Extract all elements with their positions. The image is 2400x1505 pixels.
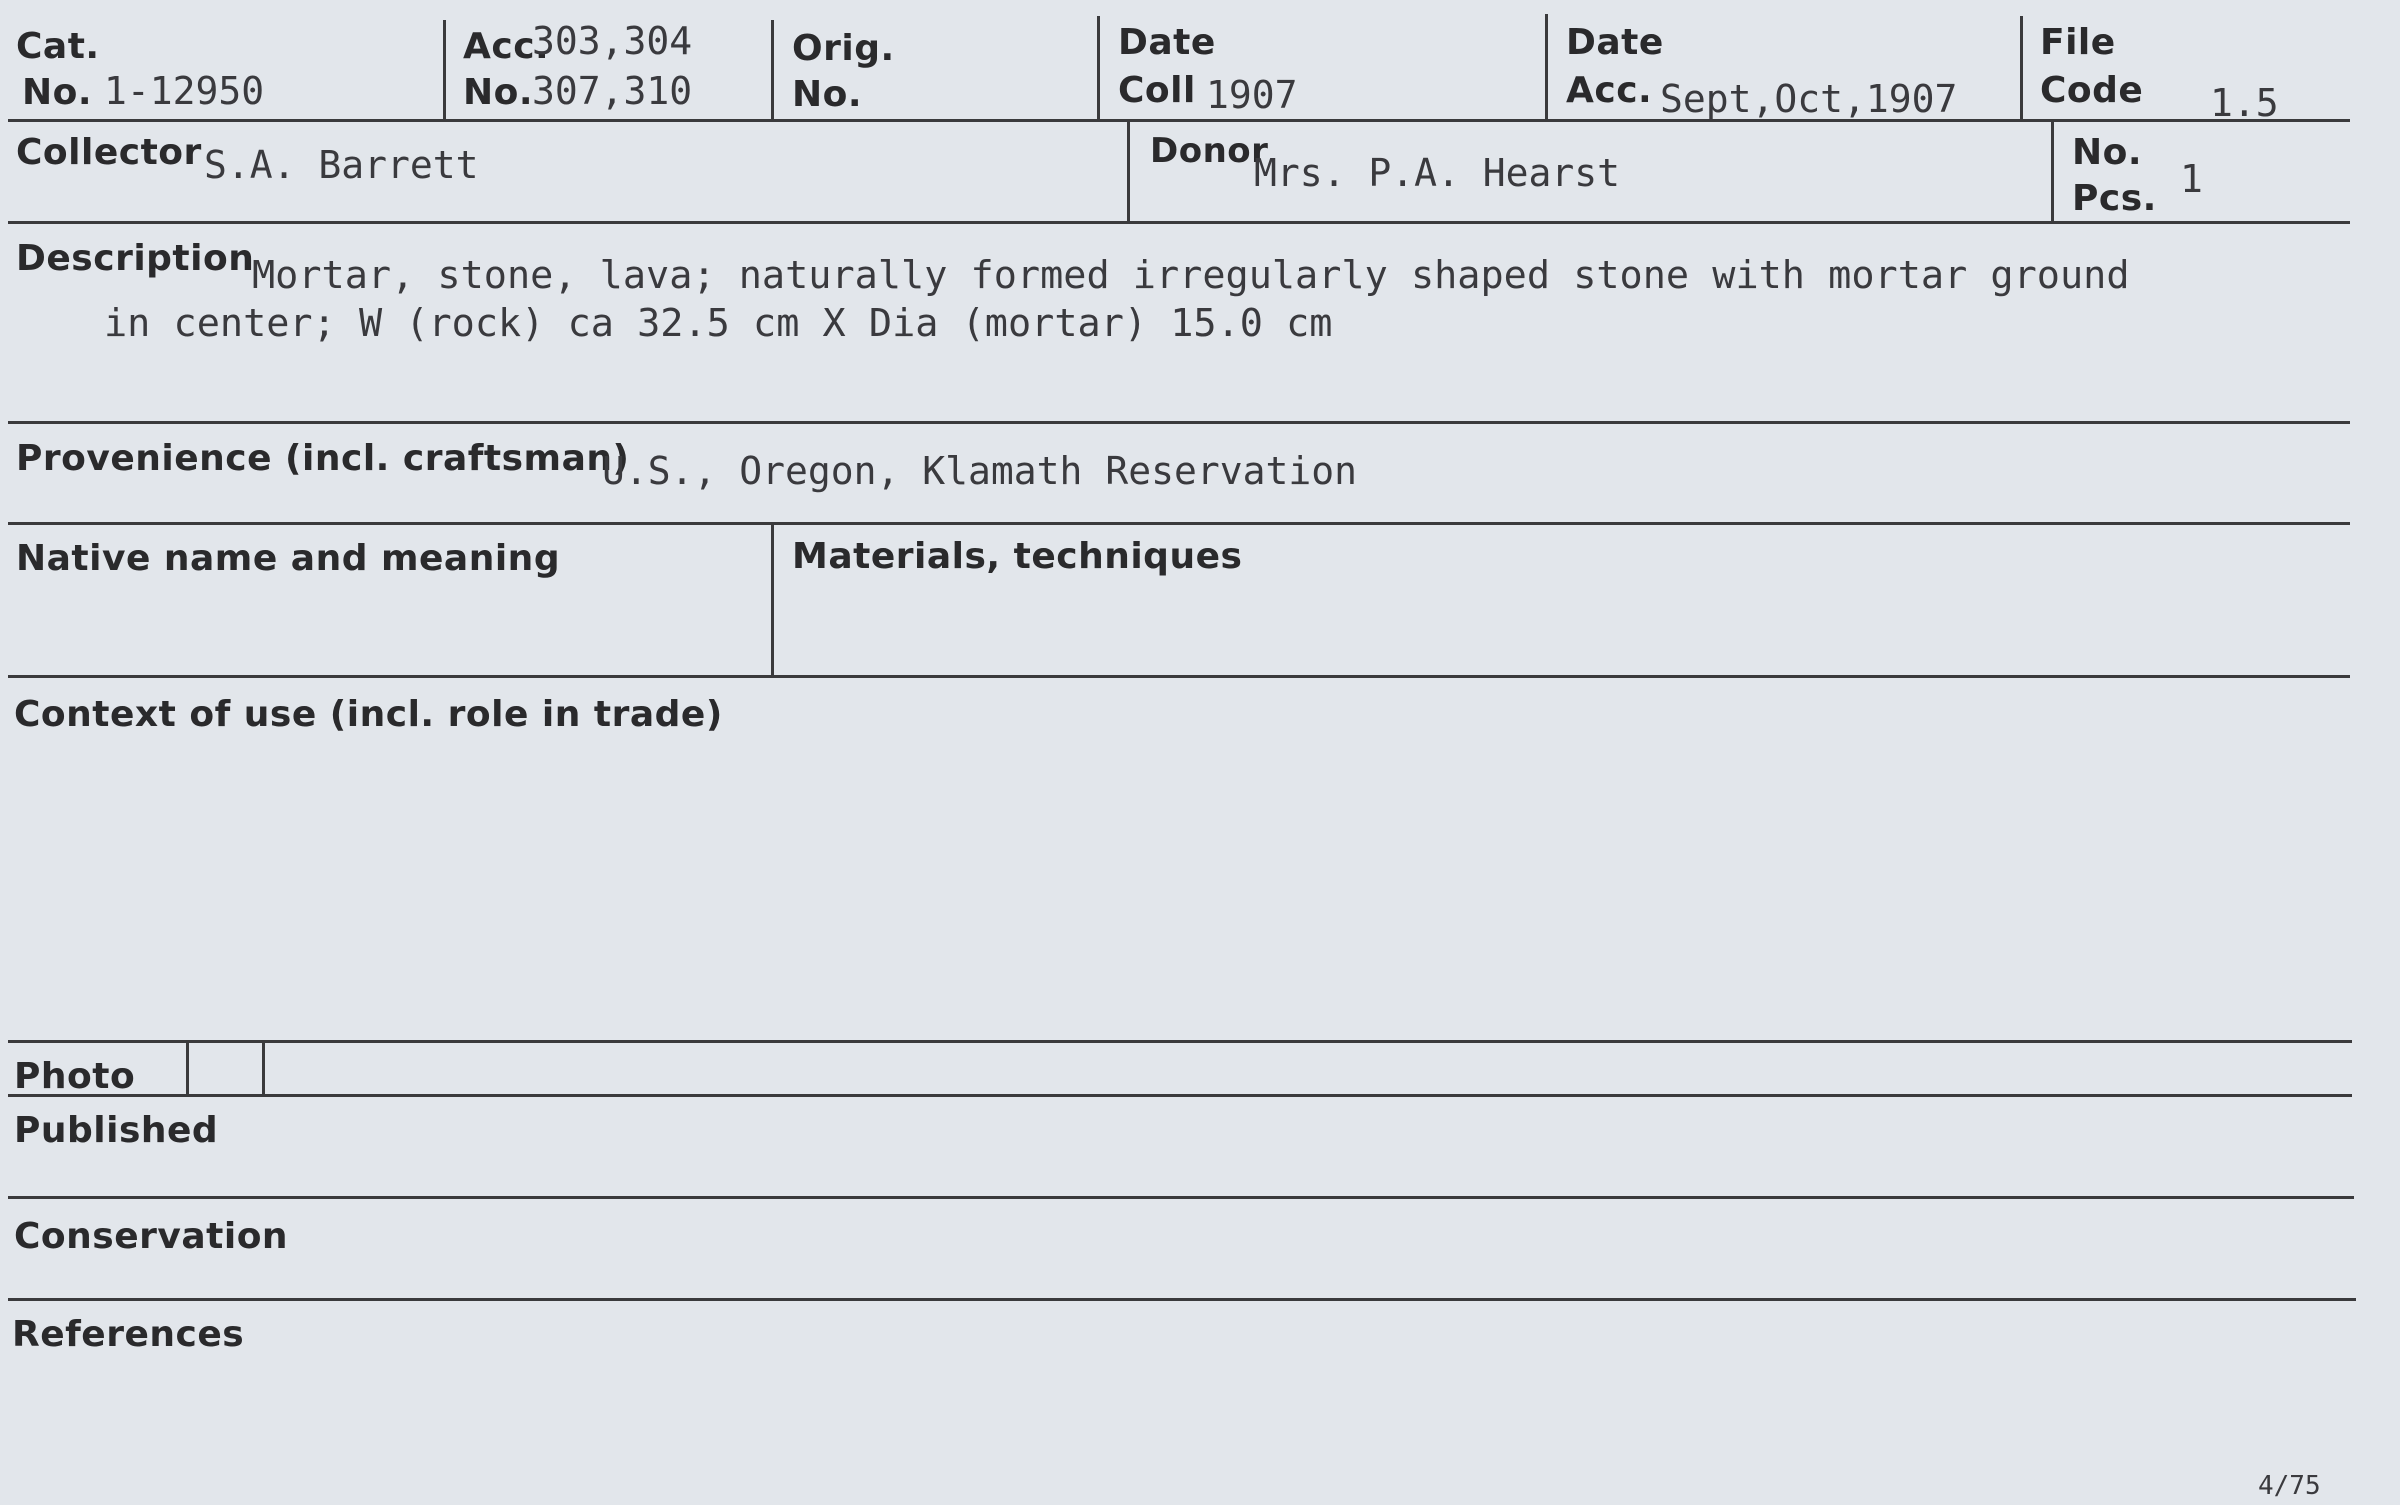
divider-collector-donor: [1127, 120, 1130, 222]
divider-donor-nopcs: [2051, 120, 2054, 222]
collector-label: Collector: [16, 132, 202, 173]
file-label: File: [2040, 22, 2116, 63]
divider-datecoll-dateacc: [1545, 14, 1548, 120]
divider-dateacc-file: [2020, 16, 2023, 120]
orig-no-label: No.: [792, 74, 863, 115]
date-coll-label: Date: [1118, 22, 1216, 63]
divider-photo-box-2: [262, 1041, 265, 1095]
provenience-value: U.S., Oregon, Klamath Reservation: [602, 449, 1357, 493]
description-label: Description: [16, 238, 255, 279]
file-code-value: 1.5: [2210, 81, 2279, 125]
divider-cat-acc: [443, 20, 446, 120]
rule-header-bottom: [8, 119, 2350, 122]
divider-acc-orig: [771, 20, 774, 120]
acc-no-label: No.: [463, 72, 534, 113]
acc-label: Acc.: [463, 26, 550, 67]
divider-orig-datecoll: [1097, 16, 1100, 120]
donor-value: Mrs. P.A. Hearst: [1254, 151, 1621, 195]
rule-provenience-bottom: [8, 522, 2350, 525]
acc-date-label: Acc.: [1566, 70, 1653, 111]
acc-value-2: 307,310: [532, 69, 693, 113]
rule-photo-bottom: [8, 1094, 2352, 1097]
rule-published-bottom: [8, 1196, 2354, 1199]
date-coll-value: 1907: [1206, 73, 1298, 117]
date-acc-label: Date: [1566, 22, 1664, 63]
date-acc-value: Sept,Oct,1907: [1660, 77, 1958, 121]
rule-description-bottom: [8, 421, 2350, 424]
cat-no-value: 1-12950: [104, 69, 265, 113]
donor-label: Donor: [1150, 131, 1269, 171]
cat-label: Cat.: [16, 26, 100, 67]
no-pcs-value: 1: [2180, 157, 2203, 201]
coll-label: Coll: [1118, 70, 1196, 111]
acc-value-1: 303,304: [532, 19, 693, 63]
rule-photo-top: [8, 1040, 2352, 1043]
footer-code: 4/75: [2258, 1471, 2321, 1501]
rule-collector-bottom: [8, 221, 2350, 224]
conservation-label: Conservation: [14, 1216, 289, 1257]
pcs-label: Pcs.: [2072, 178, 2157, 219]
rule-native-bottom: [8, 675, 2350, 678]
no-label: No.: [2072, 132, 2143, 173]
description-line-2: in center; W (rock) ca 32.5 cm X Dia (mortar) 15.0 cm: [104, 301, 1333, 346]
cat-no-label: No.: [22, 72, 93, 113]
photo-label: Photo: [14, 1056, 136, 1097]
collector-value: S.A. Barrett: [204, 143, 479, 187]
rule-conservation-bottom: [8, 1298, 2356, 1301]
materials-label: Materials, techniques: [792, 536, 1243, 577]
native-name-label: Native name and meaning: [16, 538, 561, 579]
description-line-1: Mortar, stone, lava; naturally formed irregularly shaped stone with mortar ground: [252, 253, 2130, 298]
provenience-label: Provenience (incl. craftsman): [16, 438, 630, 479]
divider-native-materials: [771, 523, 774, 676]
code-label: Code: [2040, 70, 2144, 111]
divider-photo-box-1: [186, 1041, 189, 1095]
context-label: Context of use (incl. role in trade): [14, 694, 723, 735]
published-label: Published: [14, 1110, 219, 1151]
orig-label: Orig.: [792, 28, 895, 69]
references-label: References: [12, 1314, 245, 1355]
